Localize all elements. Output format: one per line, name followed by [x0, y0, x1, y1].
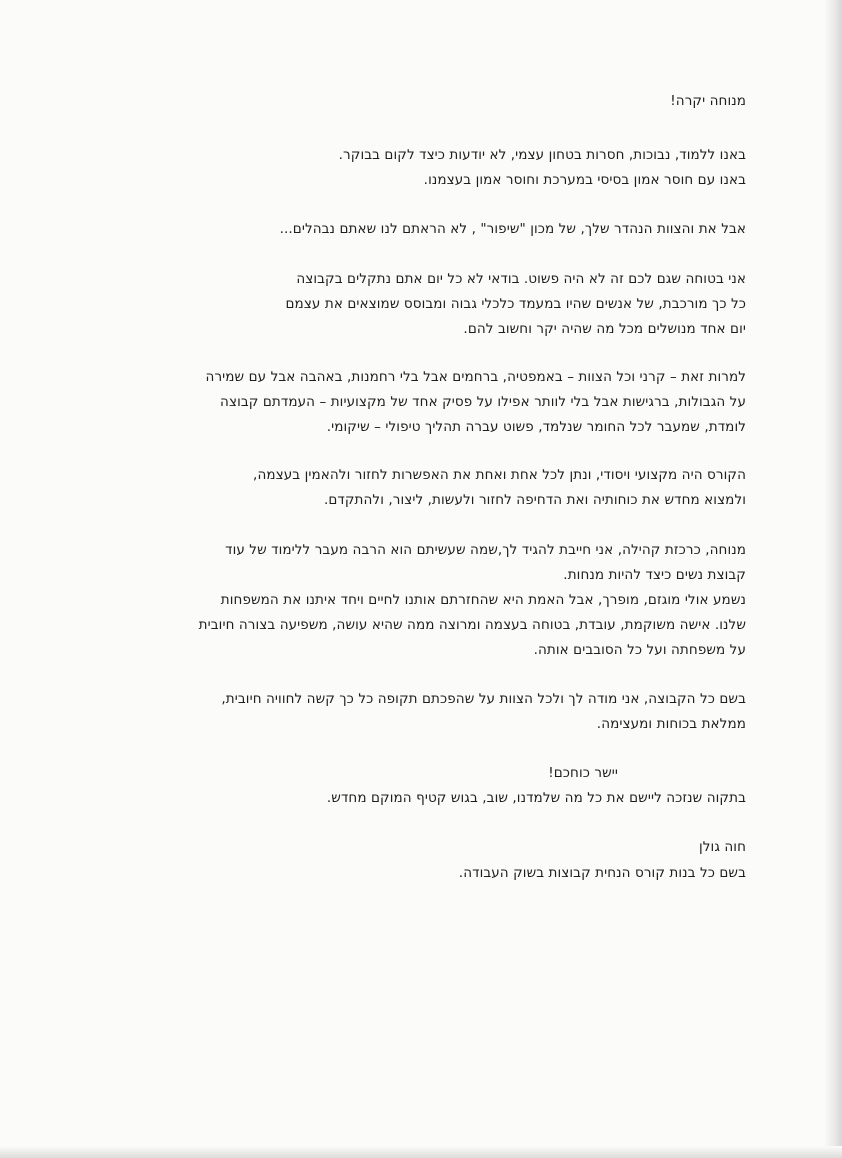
signature-name: חוה גולן [698, 839, 746, 855]
paragraph-3-line-1: אני בטוחה שגם לכם זה לא היה פשוט. בודאי לא כל יום אתם נתקלים בקבוצה [296, 271, 746, 287]
signature-line: בשם כל בנות קורס הנחית קבוצות בשוק העבודה. [458, 865, 746, 881]
paragraph-6-line-5: על משפחתה ועל כל הסובבים אותה. [533, 642, 746, 658]
paragraph-5-line-1: הקורס היה מקצועי ויסודי, ונתן לכל אחת ואחת את האפשרות לחזור ולהאמין בעצמה, [253, 467, 746, 483]
paragraph-5-line-2: ולמצוא מחדש את כוחותיה ואת הדחיפה לחזור ולעשות, ליצור, ולהתקדם. [323, 492, 746, 508]
paragraph-6-line-2: קבוצת נשים כיצד להיות מנחות. [563, 567, 746, 583]
greeting: מנוחה יקרה! [670, 93, 746, 109]
paragraph-1-line-2: באנו עם חוסר אמון בסיסי במערכת וחוסר אמון בעצמנו. [423, 172, 746, 188]
closing-hope: בתקוה שנזכה ליישם את כל מה שלמדנו, שוב, בגוש קטיף המוקם מחדש. [326, 790, 746, 806]
paragraph-4-line-2: על הגבולות, ברגישות אבל בלי לוותר אפילו על פסיק אחד של מקצועיות – העמדתם קבוצה [220, 394, 746, 410]
paragraph-6-line-4: שלנו. אישה משוקמת, עובדת, בטוחה בעצמה ומרוצה ממה שהיא עושה, משפיעה בצורה חיובית [198, 617, 746, 633]
scan-edge-bottom [0, 1146, 842, 1158]
paragraph-3-line-3: יום אחד מנושלים מכל מה שהיה יקר וחשוב להם. [463, 321, 746, 337]
paragraph-6-line-3: נשמע אולי מוגזם, מופרך, אבל האמת היא שהחזרתם אותנו לחיים ויחד איתנו את המשפחות [220, 592, 746, 608]
paragraph-4-line-1: למרות זאת – קרני וכל הצוות – באמפטיה, ברחמים אבל בלי רחמנות, באהבה אבל עם שמירה [205, 369, 746, 385]
paragraph-6-line-1: מנוחה, כרכזת קהילה, אני חייבת להגיד לך,שמה שעשיתם הוא הרבה מעבר ללימוד של עוד [225, 542, 746, 558]
paragraph-1-line-1: באנו ללמוד, נבוכות, חסרות בטחון עצמי, לא יודעות כיצד לקום בבוקר. [338, 147, 746, 163]
paragraph-4-line-3: לומדת, שמעבר לכל החומר שנלמד, פשוט עברה תהליך טיפולי – שיקומי. [326, 419, 746, 435]
paragraph-3-line-2: כל כך מורכבת, של אנשים שהיו במעמד כלכלי גבוה ומבוסס שמוצאים את עצמם [285, 296, 746, 312]
paragraph-7-line-1: בשם כל הקבוצה, אני מודה לך ולכל הצוות על שהפכתם תקופה כל כך קשה לחוויה חיובית, [221, 691, 746, 707]
scan-edge-right [824, 0, 842, 1158]
closing-cheer: יישר כוחכם! [548, 765, 618, 781]
paragraph-2-line-1: אבל את והצוות הנהדר שלך, של מכון "שיפור" , לא הראתם לנו שאתם נבהלים... [279, 221, 746, 237]
paragraph-7-line-2: ממלאת בכוחות ומעצימה. [596, 716, 746, 732]
